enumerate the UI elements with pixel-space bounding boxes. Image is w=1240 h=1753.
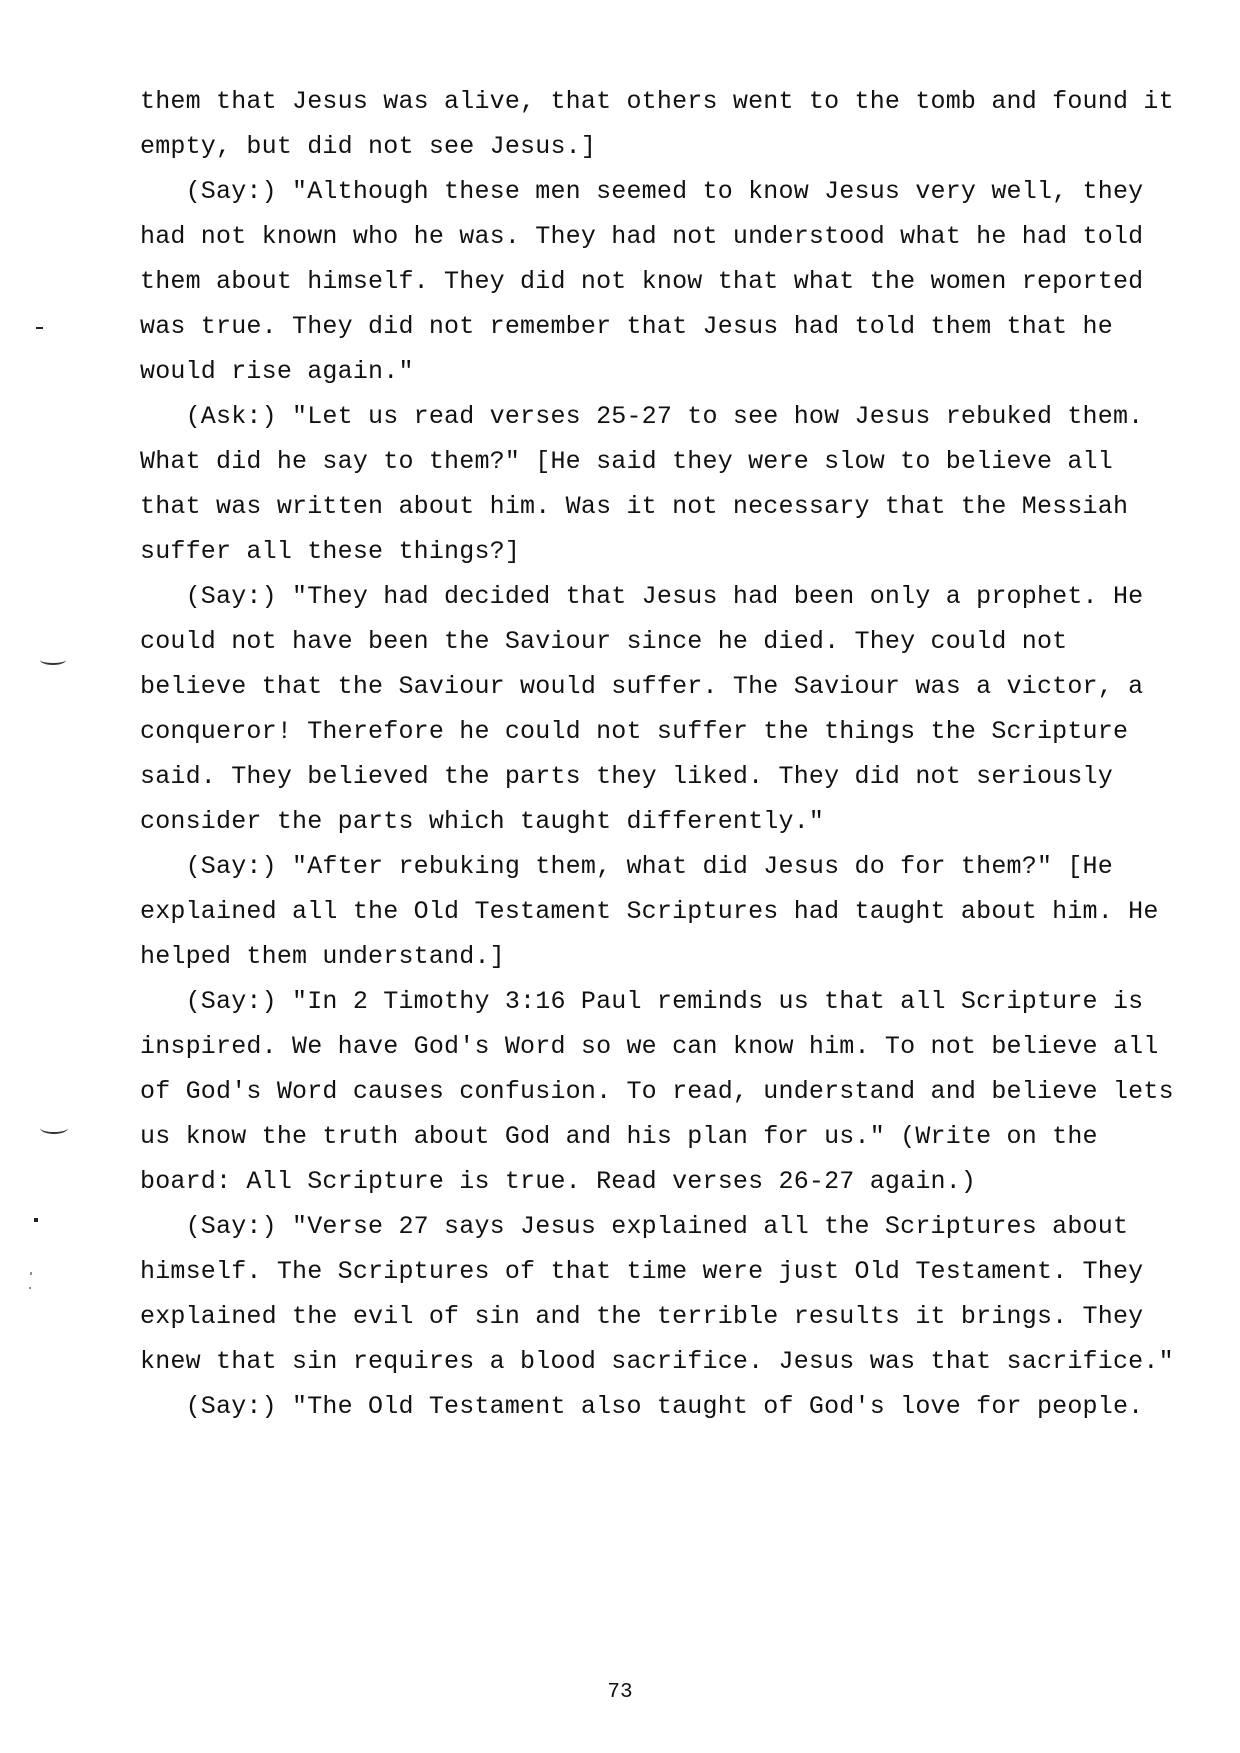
text-line: himself. The Scriptures of that time were just Old Testament. They xyxy=(140,1257,1144,1286)
text-line: them about himself. They did not know that what the women reported xyxy=(140,267,1144,296)
text-line: knew that sin requires a blood sacrifice. Jesus was that sacrifice." xyxy=(140,1347,1174,1376)
scan-mark xyxy=(40,655,66,665)
text-line: (Say:) "Verse 27 says Jesus explained all the Scriptures about xyxy=(140,1212,1129,1241)
text-line: that was written about him. Was it not necessary that the Messiah xyxy=(140,492,1129,521)
text-line: explained the evil of sin and the terrible results it brings. They xyxy=(140,1302,1144,1331)
text-line: helped them understand.] xyxy=(140,942,505,971)
scan-mark xyxy=(36,327,43,329)
text-line: inspired. We have God's Word so we can know him. To not believe all xyxy=(140,1032,1159,1061)
scan-mark xyxy=(29,1287,31,1289)
text-line: consider the parts which taught differently." xyxy=(140,807,825,836)
text-line: had not known who he was. They had not understood what he had told xyxy=(140,222,1144,251)
text-line: empty, but did not see Jesus.] xyxy=(140,132,597,161)
text-line: (Say:) "The Old Testament also taught of God's love for people. xyxy=(140,1392,1144,1421)
scan-mark xyxy=(30,1272,32,1275)
scan-mark xyxy=(40,1122,68,1134)
text-line: (Say:) "They had decided that Jesus had been only a prophet. He xyxy=(140,582,1144,611)
text-line: us know the truth about God and his plan for us." (Write on the xyxy=(140,1122,1098,1151)
text-line: could not have been the Saviour since he died. They could not xyxy=(140,627,1068,656)
text-line: of God's Word causes confusion. To read, understand and believe lets xyxy=(140,1077,1174,1106)
text-line: board: All Scripture is true. Read verses 26-27 again.) xyxy=(140,1167,977,1196)
text-line: explained all the Old Testament Scriptures had taught about him. He xyxy=(140,897,1159,926)
page-number: 73 xyxy=(607,1681,633,1704)
text-line: was true. They did not remember that Jesus had told them that he xyxy=(140,312,1113,341)
text-line: suffer all these things?] xyxy=(140,537,521,566)
text-line: conqueror! Therefore he could not suffer the things the Scripture xyxy=(140,717,1129,746)
text-line: would rise again." xyxy=(140,357,414,386)
text-line: believe that the Saviour would suffer. The Saviour was a victor, a xyxy=(140,672,1144,701)
text-line: them that Jesus was alive, that others went to the tomb and found it xyxy=(140,87,1174,116)
text-line: (Say:) "After rebuking them, what did Jesus do for them?" [He xyxy=(140,852,1113,881)
text-line: (Ask:) "Let us read verses 25-27 to see how Jesus rebuked them. xyxy=(140,402,1144,431)
text-line: said. They believed the parts they liked. They did not seriously xyxy=(140,762,1113,791)
text-line: (Say:) "In 2 Timothy 3:16 Paul reminds us that all Scripture is xyxy=(140,987,1144,1016)
text-line: What did he say to them?" [He said they were slow to believe all xyxy=(140,447,1113,476)
text-line: (Say:) "Although these men seemed to know Jesus very well, they xyxy=(140,177,1144,206)
scan-mark xyxy=(34,1218,38,1222)
